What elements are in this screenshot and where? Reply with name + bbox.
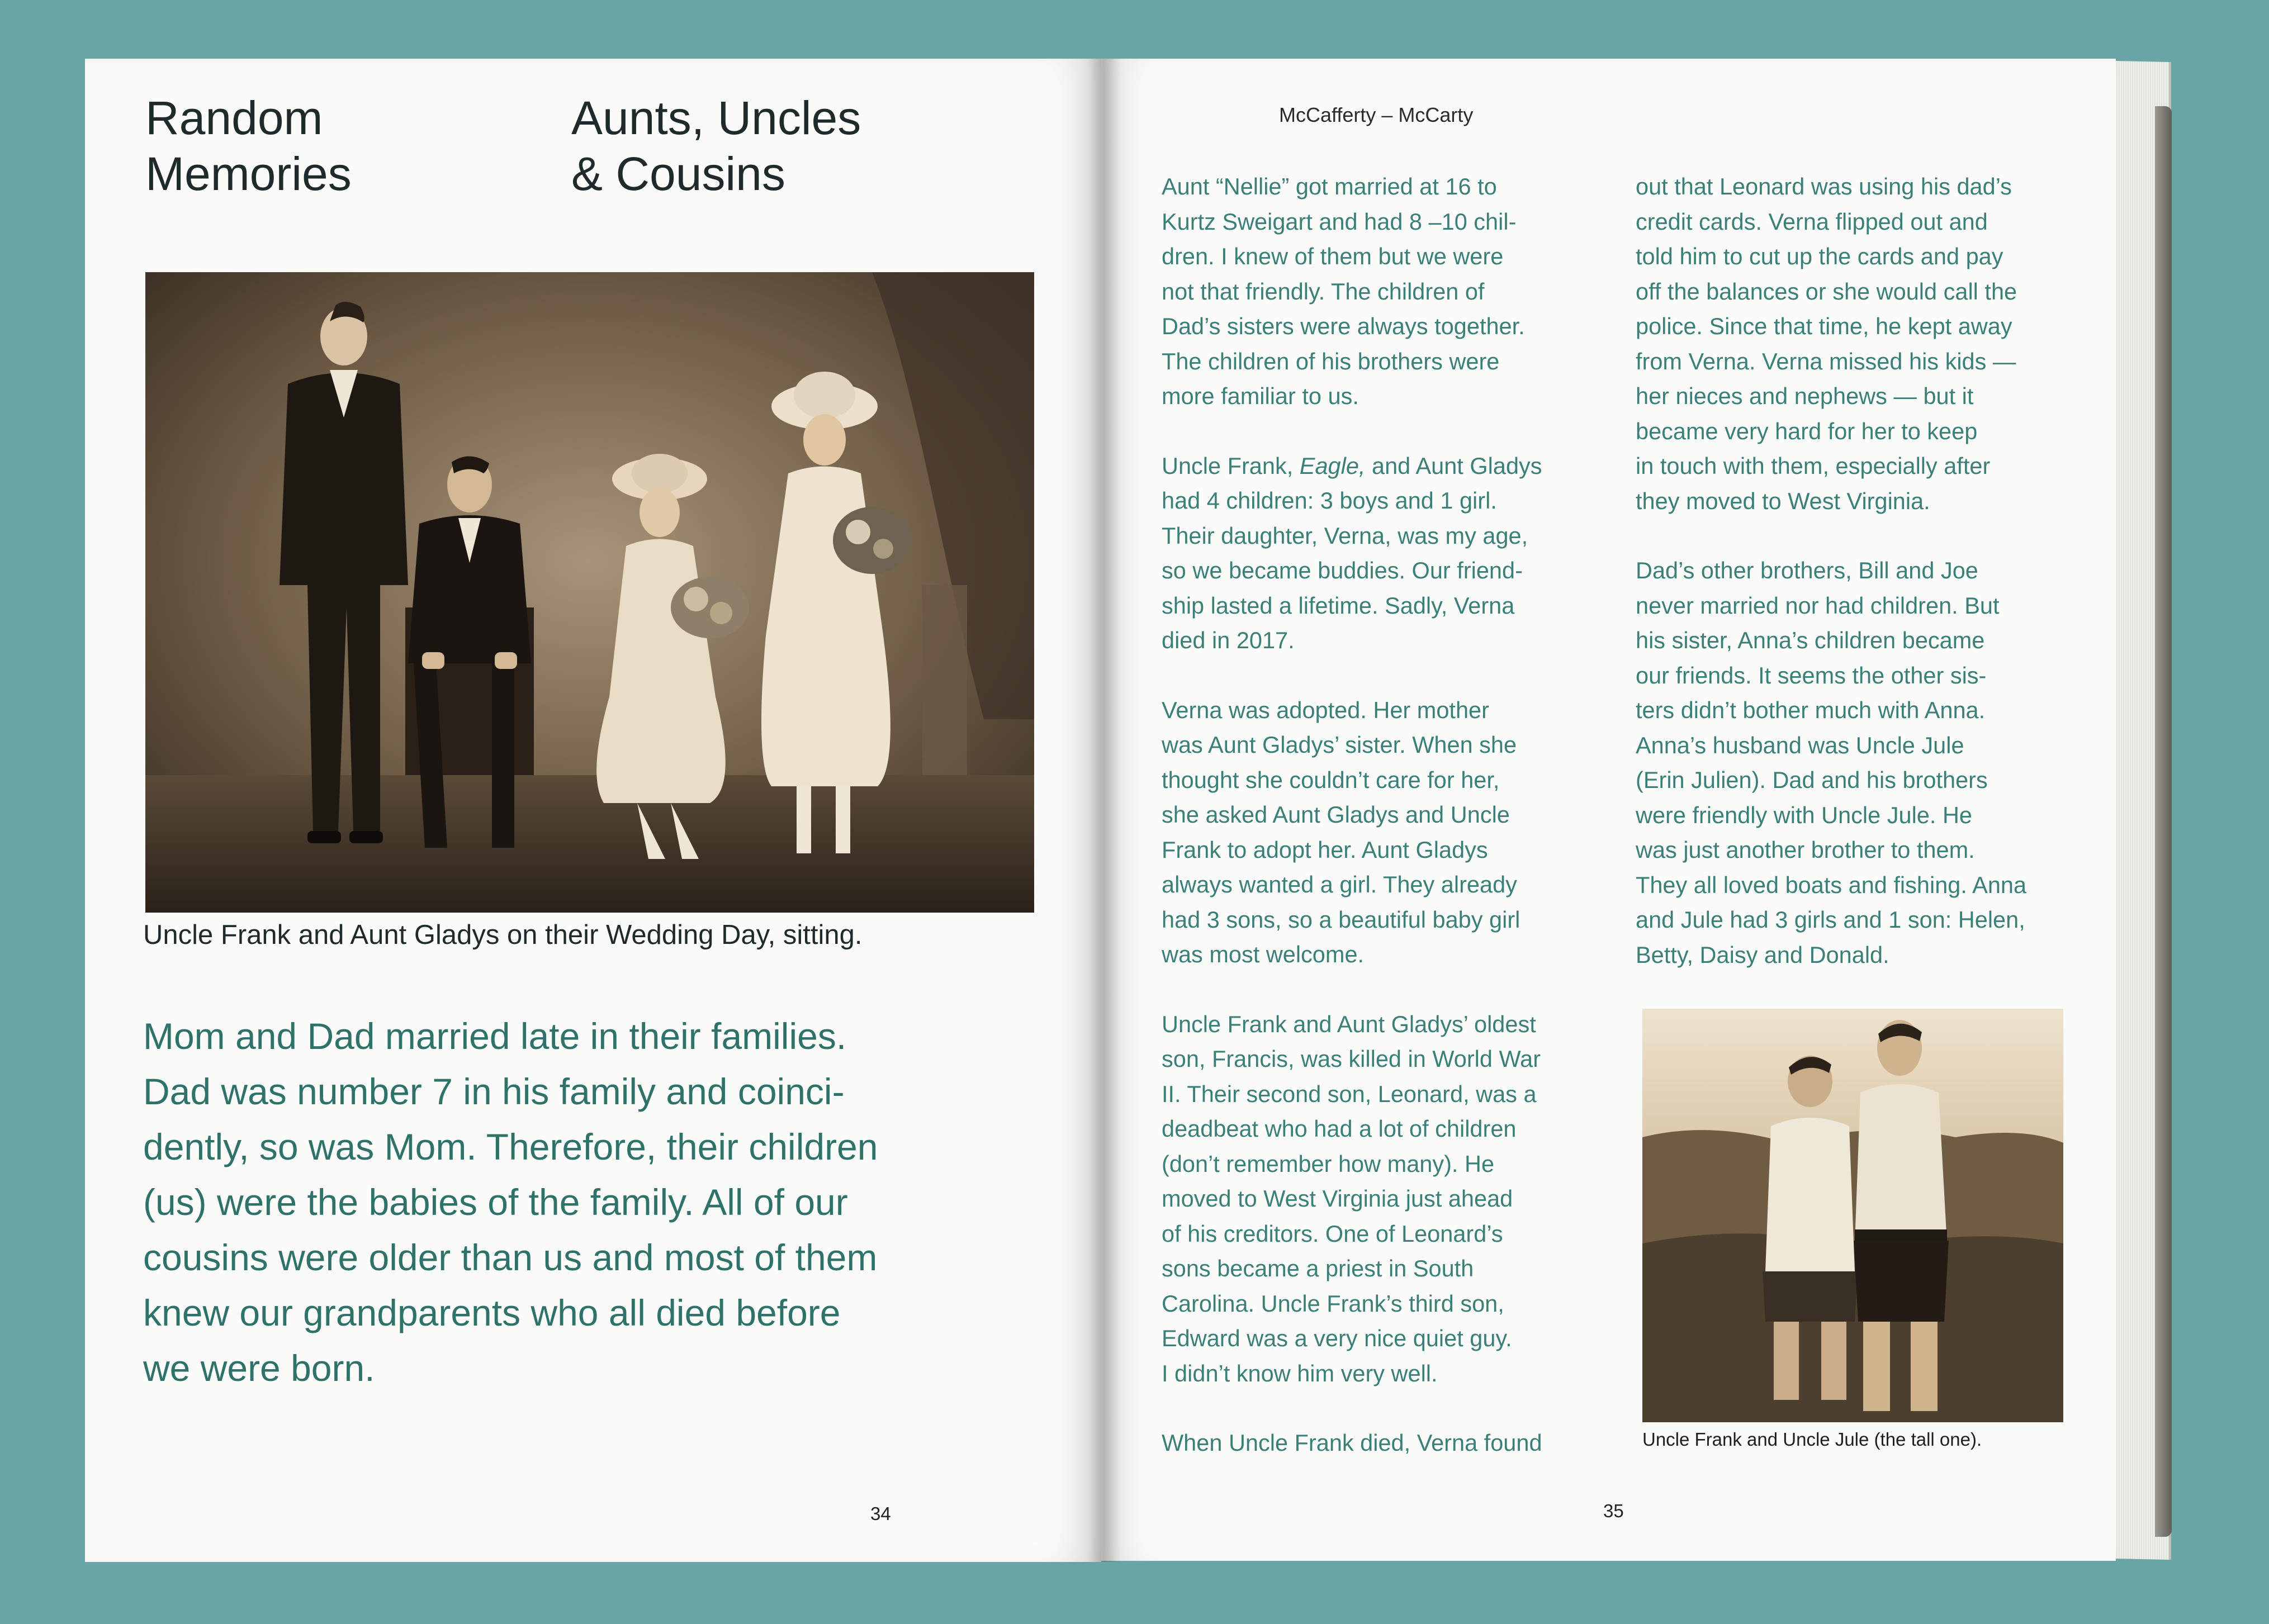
book-spine-shadow xyxy=(1087,59,1121,1562)
wedding-photo xyxy=(145,272,1034,913)
page-number-right: 35 xyxy=(1603,1500,1624,1521)
wedding-photo-caption: Uncle Frank and Aunt Gladys on their Wedding Day, sitting. xyxy=(143,920,863,950)
right-page xyxy=(1101,59,2116,1561)
section-title-aunts-uncles: Aunts, Uncles & Cousins xyxy=(571,92,861,200)
page-number-left: 34 xyxy=(870,1503,891,1524)
uncles-photo-caption: Uncle Frank and Uncle Jule (the tall one). xyxy=(1642,1429,1982,1450)
uncles-photo xyxy=(1642,1009,2063,1422)
text-column-1: Aunt “Nellie” got married at 16 to Kurtz Sweigart and had 8 –10 chil- dren. I knew of them but we were not that friendly. The children of Dad’s sisters were always together. The children of his brothers were more familiar to us. Uncle Frank, Eagle, and Aunt Gladys had 4 children: 3 boys and 1 girl. Their daughter, Verna, was my age, so we became buddies. Our friend- ship lasted a lifetime. Sadly, Verna died in 2017. Verna was adopted. Her mother was Aunt Gladys’ sister. When she thought she couldn’t care for her, she asked Aunt Gladys and Uncle Frank to adopt her. Aunt Gladys always wanted a girl. They already had 3 sons, so a beautiful baby girl was most welcome. Uncle Frank and Aunt Gladys’ oldest son, Francis, was killed in World War II. Their second son, Leonard, was a deadbeat who had a lot of children (don’t remember how many). He moved to West Virginia just ahead of his creditors. One of Leonard’s sons became a priest in South Carolina. Uncle Frank’s third son, Edward was a very nice quiet guy. I didn’t know him very well. When Uncle Frank died, Verna found xyxy=(1162,173,1542,1456)
left-page xyxy=(85,59,1101,1562)
eagle-line: Uncle Frank, Eagle, and Aunt Gladys xyxy=(1162,452,1542,479)
lead-paragraph: Mom and Dad married late in their families. Dad was number 7 in his family and coinci- dently, so was Mom. Therefore, their children (us) were the babies of the family. All of our cousins were older than us and most of them knew our grandparents who all died before we were born. xyxy=(143,1015,878,1389)
running-head: McCafferty – McCarty xyxy=(1279,103,1474,126)
section-title-random-memories: Random Memories xyxy=(145,92,352,200)
book-cover-edge xyxy=(2155,106,2172,1537)
text-column-2: out that Leonard was using his dad’s credit cards. Verna flipped out and told him to cut up the cards and pay off the balances or she would call the police. Since that time, he kept away from Verna. Verna missed his kids — her nieces and nephews — but it became very hard for her to keep in touch with them, especially after they moved to West Virginia. Dad’s other brothers, Bill and Joe never married nor had children. But his sister, Anna’s children became our friends. It seems the other sis- ters didn’t bother much with Anna. Anna’s husband was Uncle Jule (Erin Julien). Dad and his brothers were friendly with Uncle Jule. He was just another brother to them. They all loved boats and fishing. Anna and Jule had 3 girls and 1 son: Helen, Betty, Daisy and Donald. xyxy=(1636,173,2027,968)
